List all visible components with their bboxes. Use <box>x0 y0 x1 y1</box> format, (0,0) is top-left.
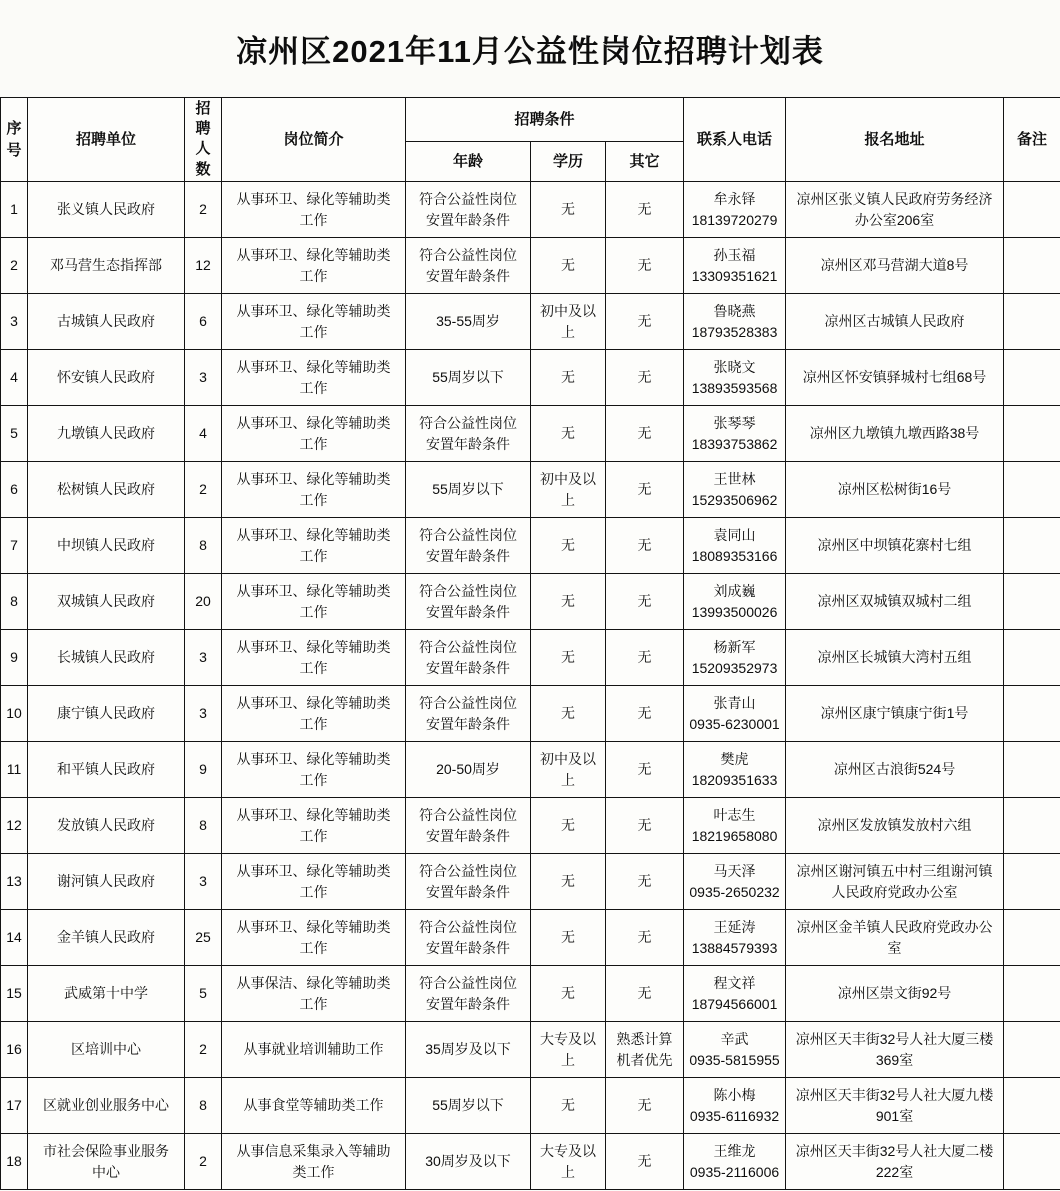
contact-phone: 18393753862 <box>691 435 778 452</box>
cell-contact <box>684 294 786 350</box>
cell-age: 55周岁以下 <box>406 1078 531 1134</box>
cell-unit: 区培训中心 <box>28 1022 185 1078</box>
cell-other: 熟悉计算机者优先 <box>606 1022 684 1078</box>
cell-education: 无 <box>531 518 606 574</box>
cell-education: 大专及以上 <box>531 1022 606 1078</box>
contact-phone: 13993500026 <box>691 603 778 620</box>
cell-address: 凉州区古城镇人民政府 <box>786 294 1004 350</box>
contact-name: 刘成巍 <box>713 583 756 600</box>
cell-education: 大专及以上 <box>531 1134 606 1190</box>
contact-name: 王延涛 <box>713 919 756 936</box>
cell-unit: 发放镇人民政府 <box>28 798 185 854</box>
contact-phone: 15293506962 <box>691 491 778 508</box>
cell-index: 1 <box>1 182 28 238</box>
cell-intro: 从事环卫、绿化等辅助类工作 <box>222 294 406 350</box>
cell-unit: 和平镇人民政府 <box>28 742 185 798</box>
cell-other: 无 <box>606 350 684 406</box>
cell-contact <box>684 518 786 574</box>
table-row <box>1 742 1060 798</box>
header-address: 报名地址 <box>786 98 1004 182</box>
contact-name: 叶志生 <box>713 807 756 824</box>
cell-other: 无 <box>606 1078 684 1134</box>
cell-remark <box>1004 630 1060 686</box>
cell-age: 符合公益性岗位安置年龄条件 <box>406 182 531 238</box>
cell-remark <box>1004 1078 1060 1134</box>
cell-index: 10 <box>1 686 28 742</box>
cell-contact <box>684 910 786 966</box>
header-contact: 联系人电话 <box>684 98 786 182</box>
cell-index: 12 <box>1 798 28 854</box>
cell-intro: 从事就业培训辅助工作 <box>222 1022 406 1078</box>
contact-phone: 18089353166 <box>691 547 778 564</box>
contact-phone: 13309351621 <box>691 267 778 284</box>
cell-unit: 怀安镇人民政府 <box>28 350 185 406</box>
cell-other: 无 <box>606 182 684 238</box>
cell-remark <box>1004 182 1060 238</box>
contact-name: 王世林 <box>713 471 756 488</box>
cell-remark <box>1004 798 1060 854</box>
cell-age: 符合公益性岗位安置年龄条件 <box>406 686 531 742</box>
header-age: 年龄 <box>406 142 531 182</box>
contact-name: 王维龙 <box>713 1143 756 1160</box>
cell-education: 无 <box>531 182 606 238</box>
cell-age: 35周岁及以下 <box>406 1022 531 1078</box>
table-row <box>1 350 1060 406</box>
contact-name: 张青山 <box>713 695 756 712</box>
cell-index: 17 <box>1 1078 28 1134</box>
table-row <box>1 1078 1060 1134</box>
cell-count: 2 <box>185 1134 222 1190</box>
cell-count: 8 <box>185 798 222 854</box>
header-count-label: 招聘人数 <box>195 99 211 178</box>
cell-index: 4 <box>1 350 28 406</box>
cell-contact <box>684 742 786 798</box>
cell-unit: 市社会保险事业服务中心 <box>28 1134 185 1190</box>
cell-intro: 从事环卫、绿化等辅助类工作 <box>222 686 406 742</box>
cell-remark <box>1004 910 1060 966</box>
cell-unit: 九墩镇人民政府 <box>28 406 185 462</box>
contact-phone: 18139720279 <box>691 211 778 228</box>
cell-education: 无 <box>531 966 606 1022</box>
cell-other: 无 <box>606 798 684 854</box>
cell-age: 55周岁以下 <box>406 462 531 518</box>
header-education: 学历 <box>531 142 606 182</box>
cell-contact <box>684 574 786 630</box>
cell-address: 凉州区邓马营湖大道8号 <box>786 238 1004 294</box>
table-row <box>1 798 1060 854</box>
cell-index: 7 <box>1 518 28 574</box>
cell-other: 无 <box>606 742 684 798</box>
cell-address: 凉州区九墩镇九墩西路38号 <box>786 406 1004 462</box>
cell-contact <box>684 854 786 910</box>
cell-address: 凉州区长城镇大湾村五组 <box>786 630 1004 686</box>
cell-education: 无 <box>531 574 606 630</box>
contact-phone: 18794566001 <box>691 995 778 1012</box>
header-other: 其它 <box>606 142 684 182</box>
cell-count: 25 <box>185 910 222 966</box>
cell-other: 无 <box>606 966 684 1022</box>
cell-contact <box>684 630 786 686</box>
cell-contact <box>684 966 786 1022</box>
cell-intro: 从事环卫、绿化等辅助类工作 <box>222 182 406 238</box>
cell-intro: 从事环卫、绿化等辅助类工作 <box>222 350 406 406</box>
cell-unit: 张义镇人民政府 <box>28 182 185 238</box>
cell-intro: 从事信息采集录入等辅助类工作 <box>222 1134 406 1190</box>
cell-unit: 武威第十中学 <box>28 966 185 1022</box>
cell-count: 2 <box>185 1022 222 1078</box>
cell-index: 2 <box>1 238 28 294</box>
cell-education: 无 <box>531 910 606 966</box>
cell-index: 9 <box>1 630 28 686</box>
cell-count: 3 <box>185 686 222 742</box>
table-row <box>1 854 1060 910</box>
cell-address: 凉州区康宁镇康宁街1号 <box>786 686 1004 742</box>
table-body <box>1 182 1060 1190</box>
table-row <box>1 238 1060 294</box>
cell-remark <box>1004 294 1060 350</box>
cell-age: 20-50周岁 <box>406 742 531 798</box>
cell-other: 无 <box>606 854 684 910</box>
cell-intro: 从事环卫、绿化等辅助类工作 <box>222 238 406 294</box>
contact-name: 张晓文 <box>713 359 756 376</box>
cell-education: 无 <box>531 406 606 462</box>
cell-remark <box>1004 966 1060 1022</box>
cell-age: 30周岁及以下 <box>406 1134 531 1190</box>
cell-intro: 从事环卫、绿化等辅助类工作 <box>222 798 406 854</box>
table-row <box>1 630 1060 686</box>
cell-unit: 古城镇人民政府 <box>28 294 185 350</box>
contact-phone: 18209351633 <box>691 771 778 788</box>
cell-remark <box>1004 574 1060 630</box>
cell-education: 初中及以上 <box>531 462 606 518</box>
cell-other: 无 <box>606 462 684 518</box>
cell-contact <box>684 462 786 518</box>
cell-count: 8 <box>185 1078 222 1134</box>
cell-address: 凉州区天丰街32号人社大厦二楼222室 <box>786 1134 1004 1190</box>
contact-name: 鲁晓燕 <box>713 303 756 320</box>
contact-name: 辛武 <box>720 1031 749 1048</box>
cell-age: 符合公益性岗位安置年龄条件 <box>406 910 531 966</box>
cell-contact <box>684 1134 786 1190</box>
cell-education: 无 <box>531 686 606 742</box>
cell-unit: 邓马营生态指挥部 <box>28 238 185 294</box>
contact-name: 陈小梅 <box>713 1087 756 1104</box>
table-row <box>1 686 1060 742</box>
contact-phone: 13893593568 <box>691 379 778 396</box>
cell-remark <box>1004 406 1060 462</box>
cell-other: 无 <box>606 518 684 574</box>
cell-index: 16 <box>1 1022 28 1078</box>
cell-address: 凉州区崇文街92号 <box>786 966 1004 1022</box>
cell-index: 3 <box>1 294 28 350</box>
cell-count: 12 <box>185 238 222 294</box>
cell-intro: 从事环卫、绿化等辅助类工作 <box>222 742 406 798</box>
cell-address: 凉州区中坝镇花寨村七组 <box>786 518 1004 574</box>
contact-name: 马天泽 <box>713 863 756 880</box>
cell-other: 无 <box>606 910 684 966</box>
contact-name: 孙玉福 <box>713 247 756 264</box>
cell-contact <box>684 182 786 238</box>
cell-contact <box>684 798 786 854</box>
cell-intro: 从事环卫、绿化等辅助类工作 <box>222 462 406 518</box>
cell-count: 5 <box>185 966 222 1022</box>
cell-unit: 双城镇人民政府 <box>28 574 185 630</box>
cell-address: 凉州区怀安镇驿城村七组68号 <box>786 350 1004 406</box>
header-conditions: 招聘条件 <box>406 98 684 142</box>
cell-index: 5 <box>1 406 28 462</box>
cell-education: 无 <box>531 630 606 686</box>
cell-count: 3 <box>185 350 222 406</box>
cell-count: 6 <box>185 294 222 350</box>
cell-education: 无 <box>531 238 606 294</box>
contact-phone: 18793528383 <box>691 323 778 340</box>
cell-other: 无 <box>606 686 684 742</box>
cell-intro: 从事环卫、绿化等辅助类工作 <box>222 518 406 574</box>
cell-age: 符合公益性岗位安置年龄条件 <box>406 630 531 686</box>
contact-phone: 0935-6230001 <box>689 715 780 732</box>
cell-address: 凉州区天丰街32号人社大厦九楼901室 <box>786 1078 1004 1134</box>
cell-contact <box>684 350 786 406</box>
contact-name: 樊虎 <box>720 751 749 768</box>
contact-name: 杨新军 <box>713 639 756 656</box>
cell-address: 凉州区天丰街32号人社大厦三楼369室 <box>786 1022 1004 1078</box>
cell-other: 无 <box>606 630 684 686</box>
cell-education: 初中及以上 <box>531 742 606 798</box>
cell-index: 14 <box>1 910 28 966</box>
table-header <box>1 98 1060 182</box>
cell-education: 无 <box>531 350 606 406</box>
cell-unit: 长城镇人民政府 <box>28 630 185 686</box>
cell-index: 8 <box>1 574 28 630</box>
cell-remark <box>1004 686 1060 742</box>
contact-name: 牟永铎 <box>713 191 756 208</box>
table-row <box>1 518 1060 574</box>
table-row <box>1 462 1060 518</box>
cell-age: 符合公益性岗位安置年龄条件 <box>406 406 531 462</box>
table-row <box>1 966 1060 1022</box>
cell-address: 凉州区古浪街524号 <box>786 742 1004 798</box>
cell-other: 无 <box>606 574 684 630</box>
cell-age: 55周岁以下 <box>406 350 531 406</box>
cell-remark <box>1004 350 1060 406</box>
cell-age: 符合公益性岗位安置年龄条件 <box>406 238 531 294</box>
cell-remark <box>1004 1022 1060 1078</box>
cell-age: 35-55周岁 <box>406 294 531 350</box>
table-row <box>1 406 1060 462</box>
cell-count: 4 <box>185 406 222 462</box>
cell-education: 无 <box>531 854 606 910</box>
cell-count: 20 <box>185 574 222 630</box>
cell-intro: 从事食堂等辅助类工作 <box>222 1078 406 1134</box>
cell-index: 13 <box>1 854 28 910</box>
cell-remark <box>1004 518 1060 574</box>
table-row <box>1 182 1060 238</box>
contact-name: 袁同山 <box>713 527 756 544</box>
cell-remark <box>1004 238 1060 294</box>
cell-intro: 从事环卫、绿化等辅助类工作 <box>222 406 406 462</box>
cell-other: 无 <box>606 294 684 350</box>
cell-address: 凉州区谢河镇五中村三组谢河镇人民政府党政办公室 <box>786 854 1004 910</box>
cell-remark <box>1004 854 1060 910</box>
cell-count: 8 <box>185 518 222 574</box>
cell-remark <box>1004 742 1060 798</box>
table-row <box>1 574 1060 630</box>
contact-name: 程文祥 <box>713 975 756 992</box>
contact-name: 张琴琴 <box>713 415 756 432</box>
cell-address: 凉州区张义镇人民政府劳务经济办公室206室 <box>786 182 1004 238</box>
cell-education: 初中及以上 <box>531 294 606 350</box>
cell-age: 符合公益性岗位安置年龄条件 <box>406 798 531 854</box>
cell-count: 2 <box>185 182 222 238</box>
contact-phone: 0935-2650232 <box>689 883 780 900</box>
cell-count: 3 <box>185 854 222 910</box>
header-unit: 招聘单位 <box>28 98 185 182</box>
cell-other: 无 <box>606 1134 684 1190</box>
table-row <box>1 910 1060 966</box>
cell-remark <box>1004 1134 1060 1190</box>
cell-unit: 金羊镇人民政府 <box>28 910 185 966</box>
table-row <box>1 294 1060 350</box>
cell-other: 无 <box>606 238 684 294</box>
cell-intro: 从事环卫、绿化等辅助类工作 <box>222 910 406 966</box>
cell-education: 无 <box>531 1078 606 1134</box>
cell-education: 无 <box>531 798 606 854</box>
contact-phone: 18219658080 <box>691 827 778 844</box>
page-title: 凉州区2021年11月公益性岗位招聘计划表 <box>236 34 824 69</box>
cell-intro: 从事保洁、绿化等辅助类工作 <box>222 966 406 1022</box>
header-remark: 备注 <box>1004 98 1060 182</box>
cell-age: 符合公益性岗位安置年龄条件 <box>406 966 531 1022</box>
table-row <box>1 1134 1060 1190</box>
header-index: 序号 <box>1 98 28 182</box>
title-bar <box>0 0 1060 97</box>
contact-phone: 0935-2116006 <box>689 1163 780 1180</box>
cell-intro: 从事环卫、绿化等辅助类工作 <box>222 854 406 910</box>
cell-unit: 中坝镇人民政府 <box>28 518 185 574</box>
cell-contact <box>684 238 786 294</box>
cell-age: 符合公益性岗位安置年龄条件 <box>406 518 531 574</box>
cell-remark <box>1004 462 1060 518</box>
cell-age: 符合公益性岗位安置年龄条件 <box>406 854 531 910</box>
cell-intro: 从事环卫、绿化等辅助类工作 <box>222 630 406 686</box>
header-intro: 岗位简介 <box>222 98 406 182</box>
cell-address: 凉州区金羊镇人民政府党政办公室 <box>786 910 1004 966</box>
cell-index: 6 <box>1 462 28 518</box>
contact-phone: 15209352973 <box>691 659 778 676</box>
cell-count: 9 <box>185 742 222 798</box>
cell-contact <box>684 1022 786 1078</box>
cell-address: 凉州区双城镇双城村二组 <box>786 574 1004 630</box>
cell-unit: 康宁镇人民政府 <box>28 686 185 742</box>
cell-unit: 松树镇人民政府 <box>28 462 185 518</box>
cell-intro: 从事环卫、绿化等辅助类工作 <box>222 574 406 630</box>
cell-unit: 谢河镇人民政府 <box>28 854 185 910</box>
cell-count: 3 <box>185 630 222 686</box>
cell-address: 凉州区发放镇发放村六组 <box>786 798 1004 854</box>
cell-index: 15 <box>1 966 28 1022</box>
contact-phone: 0935-6116932 <box>689 1107 780 1124</box>
cell-index: 11 <box>1 742 28 798</box>
recruitment-plan-table <box>0 97 1060 1190</box>
cell-unit: 区就业创业服务中心 <box>28 1078 185 1134</box>
cell-count: 2 <box>185 462 222 518</box>
cell-contact <box>684 1078 786 1134</box>
cell-contact <box>684 686 786 742</box>
contact-phone: 0935-5815955 <box>689 1051 780 1068</box>
cell-age: 符合公益性岗位安置年龄条件 <box>406 574 531 630</box>
cell-other: 无 <box>606 406 684 462</box>
table-row <box>1 1022 1060 1078</box>
contact-phone: 13884579393 <box>691 939 778 956</box>
header-count <box>185 98 222 182</box>
cell-contact <box>684 406 786 462</box>
cell-address: 凉州区松树街16号 <box>786 462 1004 518</box>
cell-index: 18 <box>1 1134 28 1190</box>
